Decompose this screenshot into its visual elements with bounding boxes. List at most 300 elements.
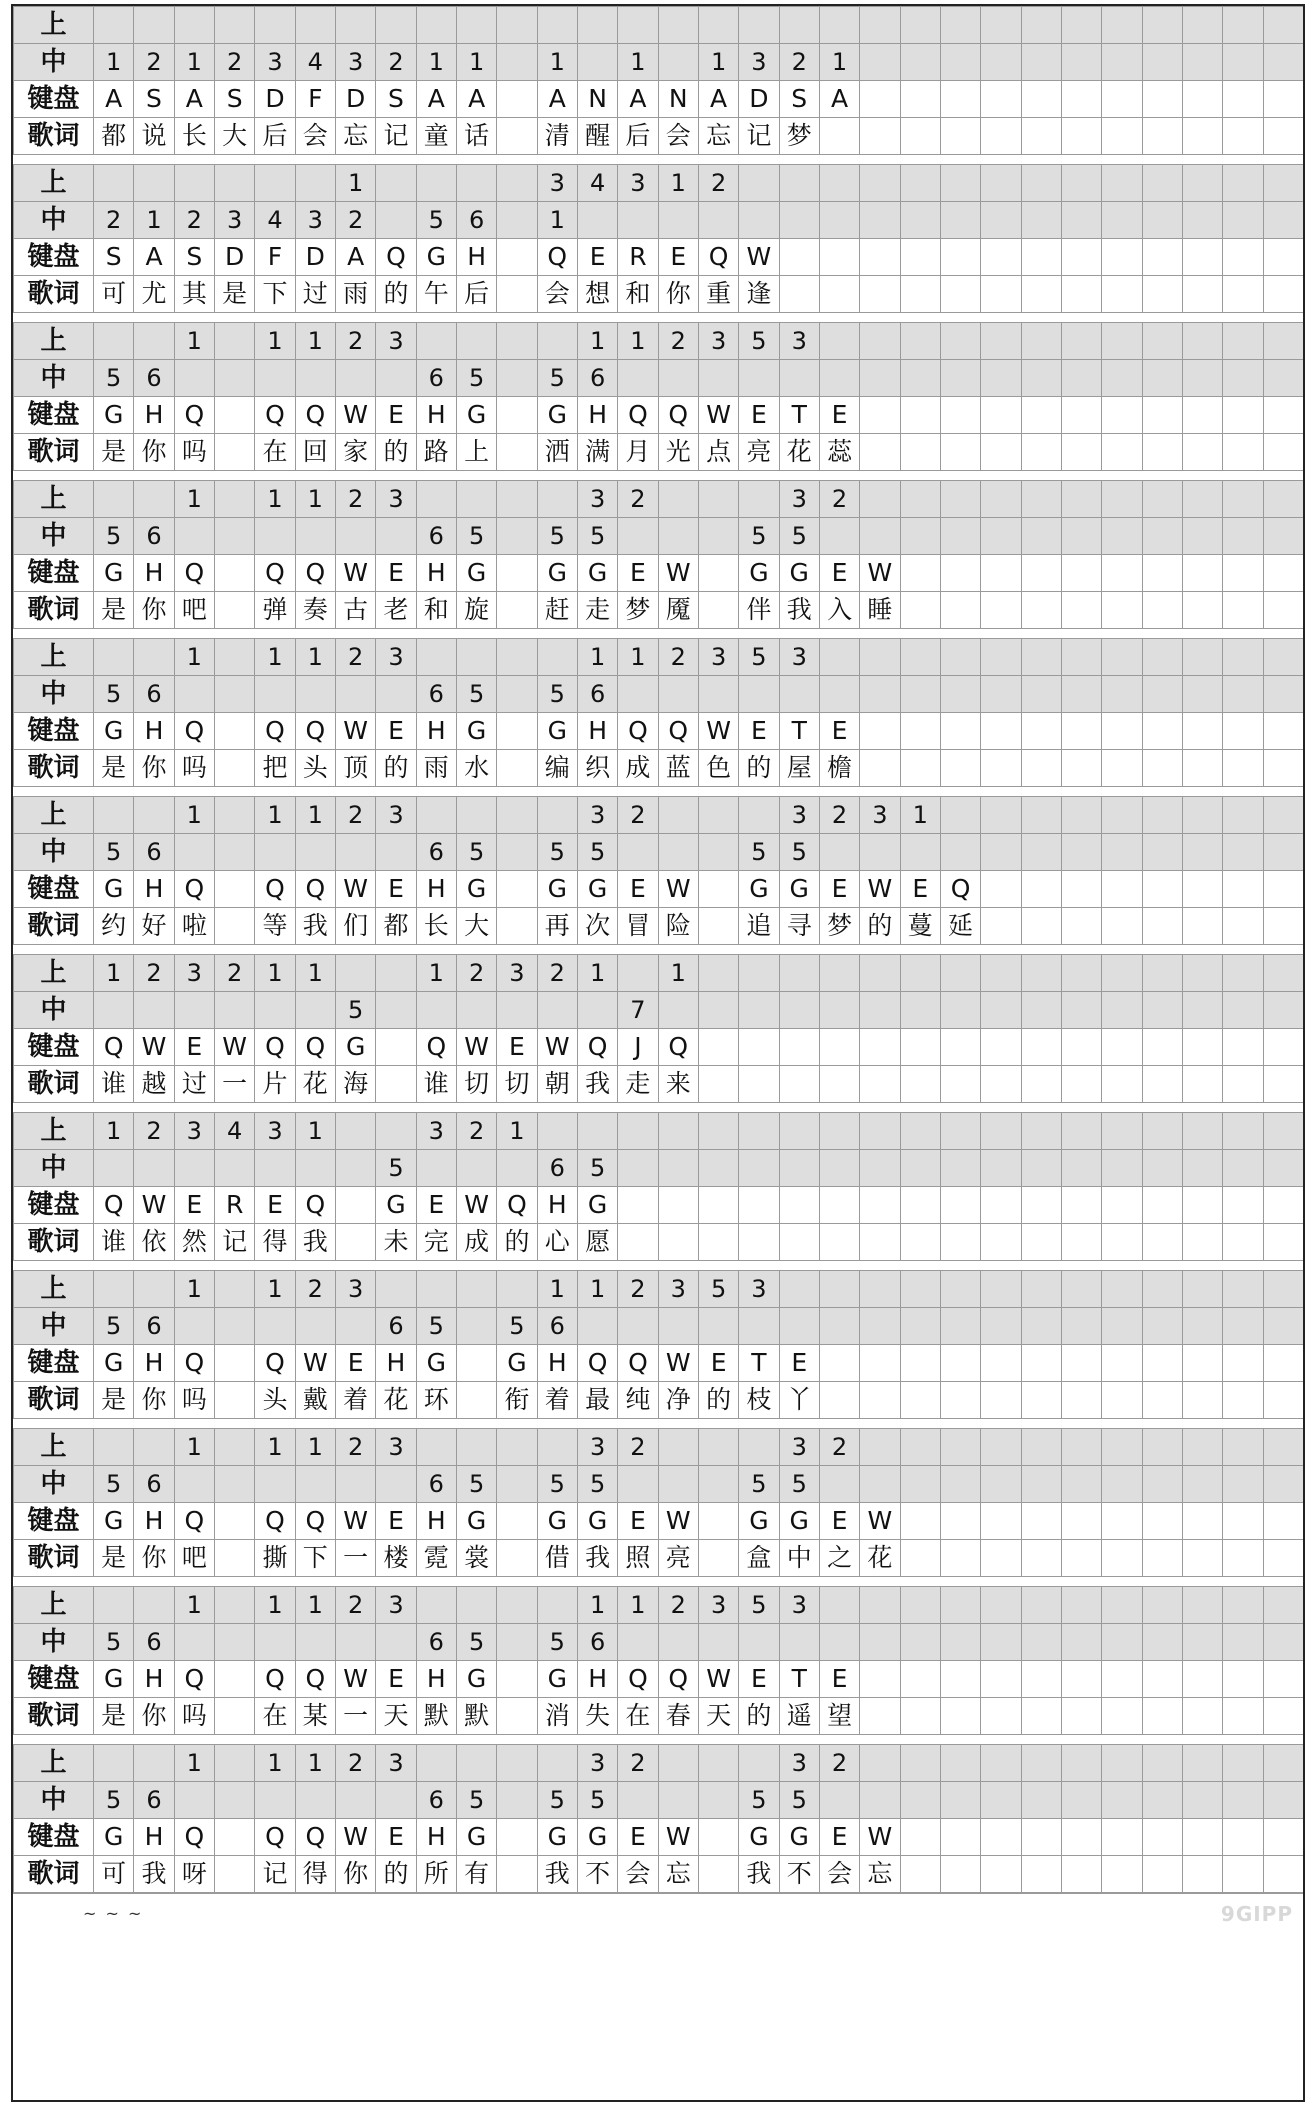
middle-cell	[1021, 1624, 1061, 1661]
lyrics-cell	[1061, 750, 1101, 787]
lyrics-cell: 会	[618, 1856, 658, 1893]
upper-cell	[497, 481, 537, 518]
keyboard-cell: T	[779, 713, 819, 750]
keyboard-cell	[497, 713, 537, 750]
lyrics-row	[14, 592, 1304, 629]
middle-cell: 2	[376, 44, 416, 81]
upper-cell	[860, 7, 900, 44]
keyboard-cell	[214, 713, 254, 750]
upper-cell	[1263, 323, 1303, 360]
middle-cell	[1182, 1782, 1222, 1819]
lyrics-cell: 盒	[739, 1540, 779, 1577]
keyboard-cell: H	[537, 1187, 577, 1224]
middle-cell	[1223, 202, 1263, 239]
keyboard-cell	[1061, 1345, 1101, 1382]
upper-cell: 2	[335, 797, 375, 834]
middle-cell: 5	[779, 834, 819, 871]
middle-cell	[618, 360, 658, 397]
keyboard-cell	[981, 1819, 1021, 1856]
lyrics-cell: 你	[134, 1382, 174, 1419]
middle-cell	[295, 1150, 335, 1187]
upper-cell	[255, 7, 295, 44]
upper-cell: 2	[658, 323, 698, 360]
middle-cell: 2	[174, 202, 214, 239]
middle-cell	[174, 1150, 214, 1187]
middle-cell	[1142, 834, 1182, 871]
lyrics-cell: 后	[456, 276, 496, 313]
upper-cell	[618, 955, 658, 992]
lyrics-cell	[940, 1382, 980, 1419]
middle-cell	[456, 1308, 496, 1345]
keyboard-cell: G	[739, 555, 779, 592]
keyboard-cell	[739, 1187, 779, 1224]
middle-cell	[981, 676, 1021, 713]
block-gap	[13, 1103, 1303, 1112]
upper-cell: 2	[335, 1429, 375, 1466]
upper-cell	[1263, 639, 1303, 676]
keyboard-cell	[698, 1187, 738, 1224]
lyrics-cell: 都	[376, 908, 416, 945]
upper-cell	[1102, 1745, 1142, 1782]
keyboard-row-label: 键盘	[14, 81, 94, 118]
keyboard-cell: D	[739, 81, 779, 118]
upper-row	[14, 323, 1304, 360]
middle-cell	[1102, 1308, 1142, 1345]
middle-cell	[860, 1150, 900, 1187]
keyboard-cell	[940, 1029, 980, 1066]
upper-cell	[1223, 955, 1263, 992]
keyboard-cell: G	[456, 1503, 496, 1540]
keyboard-cell: H	[416, 555, 456, 592]
lyrics-cell	[779, 276, 819, 313]
lyrics-cell: 弹	[255, 592, 295, 629]
lyrics-cell: 望	[819, 1698, 859, 1735]
keyboard-cell	[497, 239, 537, 276]
upper-cell	[1182, 323, 1222, 360]
middle-cell	[1182, 518, 1222, 555]
upper-cell: 2	[819, 797, 859, 834]
middle-cell	[1223, 44, 1263, 81]
upper-cell	[779, 1271, 819, 1308]
middle-cell	[739, 202, 779, 239]
middle-cell	[860, 834, 900, 871]
lyrics-cell: 天	[698, 1698, 738, 1735]
keyboard-cell: E	[618, 1503, 658, 1540]
middle-cell	[1102, 1782, 1142, 1819]
lyrics-cell	[940, 1856, 980, 1893]
keyboard-cell	[1102, 555, 1142, 592]
keyboard-cell: E	[618, 555, 658, 592]
block-gap	[13, 471, 1303, 480]
keyboard-cell	[456, 1345, 496, 1382]
middle-cell	[819, 1150, 859, 1187]
lyrics-cell	[1263, 908, 1303, 945]
keyboard-cell: G	[537, 1503, 577, 1540]
middle-cell	[739, 1624, 779, 1661]
lyrics-cell	[1061, 1382, 1101, 1419]
lyrics-cell: 寻	[779, 908, 819, 945]
keyboard-cell: G	[94, 1819, 134, 1856]
upper-row-label: 上	[14, 1745, 94, 1782]
middle-cell	[1021, 202, 1061, 239]
upper-cell: 1	[295, 955, 335, 992]
lyrics-cell: 下	[295, 1540, 335, 1577]
keyboard-cell	[1061, 1029, 1101, 1066]
upper-cell	[739, 481, 779, 518]
lyrics-cell: 蔓	[900, 908, 940, 945]
middle-cell	[214, 518, 254, 555]
upper-cell	[860, 1587, 900, 1624]
middle-cell	[779, 360, 819, 397]
keyboard-cell: R	[618, 239, 658, 276]
keyboard-cell: Q	[295, 871, 335, 908]
keyboard-cell: G	[335, 1029, 375, 1066]
lyrics-cell	[940, 1698, 980, 1735]
lyrics-cell: 海	[335, 1066, 375, 1103]
middle-cell	[1061, 1466, 1101, 1503]
keyboard-cell	[981, 1661, 1021, 1698]
lyrics-cell: 屋	[779, 750, 819, 787]
upper-cell	[456, 323, 496, 360]
lyrics-cell	[900, 1856, 940, 1893]
middle-cell	[174, 1466, 214, 1503]
lyrics-cell	[940, 118, 980, 155]
keyboard-cell	[1223, 713, 1263, 750]
keyboard-row-label: 键盘	[14, 1345, 94, 1382]
upper-cell: 3	[416, 1113, 456, 1150]
keyboard-cell	[1182, 1345, 1222, 1382]
upper-cell	[174, 165, 214, 202]
upper-cell	[819, 7, 859, 44]
lyrics-cell: 顶	[335, 750, 375, 787]
lyrics-cell: 和	[416, 592, 456, 629]
middle-cell: 5	[94, 1466, 134, 1503]
upper-cell: 3	[577, 481, 617, 518]
keyboard-cell: H	[416, 397, 456, 434]
keyboard-cell	[497, 555, 537, 592]
middle-cell: 1	[537, 44, 577, 81]
lyrics-cell	[1223, 1382, 1263, 1419]
keyboard-cell	[1263, 1345, 1303, 1382]
keyboard-cell: E	[376, 1661, 416, 1698]
keyboard-cell	[1263, 1029, 1303, 1066]
upper-cell	[1061, 1745, 1101, 1782]
keyboard-cell: H	[416, 1661, 456, 1698]
middle-cell	[1142, 44, 1182, 81]
upper-cell	[416, 1745, 456, 1782]
lyrics-cell	[1102, 118, 1142, 155]
middle-cell	[1102, 676, 1142, 713]
upper-cell: 1	[577, 955, 617, 992]
score-block	[13, 638, 1304, 787]
keyboard-cell: G	[537, 555, 577, 592]
keyboard-cell: E	[819, 1503, 859, 1540]
keyboard-cell: G	[577, 555, 617, 592]
keyboard-cell: W	[739, 239, 779, 276]
upper-cell: 3	[376, 639, 416, 676]
upper-cell	[779, 1113, 819, 1150]
score-block	[13, 322, 1304, 471]
upper-cell	[739, 1429, 779, 1466]
keyboard-cell	[981, 1029, 1021, 1066]
lyrics-cell	[1021, 592, 1061, 629]
keyboard-cell: Q	[255, 1661, 295, 1698]
middle-cell	[497, 360, 537, 397]
middle-cell	[214, 834, 254, 871]
middle-cell: 7	[618, 992, 658, 1029]
lyrics-cell: 魇	[658, 592, 698, 629]
keyboard-cell	[1061, 1819, 1101, 1856]
lyrics-cell: 会	[658, 118, 698, 155]
keyboard-cell: A	[819, 81, 859, 118]
lyrics-cell	[1263, 1066, 1303, 1103]
lyrics-cell: 在	[618, 1698, 658, 1735]
keyboard-cell	[860, 397, 900, 434]
lyrics-row-label: 歌词	[14, 1856, 94, 1893]
middle-cell: 5	[456, 1466, 496, 1503]
keyboard-cell	[1223, 555, 1263, 592]
lyrics-cell: 春	[658, 1698, 698, 1735]
middle-cell	[497, 992, 537, 1029]
keyboard-cell	[698, 1029, 738, 1066]
middle-cell	[779, 992, 819, 1029]
upper-cell	[1182, 639, 1222, 676]
middle-cell	[497, 1150, 537, 1187]
upper-cell	[900, 165, 940, 202]
lyrics-cell: 醒	[577, 118, 617, 155]
upper-cell	[416, 1271, 456, 1308]
middle-cell	[698, 1150, 738, 1187]
middle-cell	[1102, 1150, 1142, 1187]
lyrics-cell: 的	[698, 1382, 738, 1419]
keyboard-cell: G	[779, 555, 819, 592]
upper-cell: 2	[819, 481, 859, 518]
middle-cell: 5	[456, 360, 496, 397]
middle-cell	[1223, 1308, 1263, 1345]
lyrics-cell: 切	[497, 1066, 537, 1103]
lyrics-cell: 伴	[739, 592, 779, 629]
middle-cell	[618, 1466, 658, 1503]
lyrics-cell: 织	[577, 750, 617, 787]
lyrics-cell: 险	[658, 908, 698, 945]
keyboard-cell	[1263, 1661, 1303, 1698]
lyrics-cell: 戴	[295, 1382, 335, 1419]
keyboard-row	[14, 1819, 1304, 1856]
lyrics-cell: 老	[376, 592, 416, 629]
upper-cell	[94, 481, 134, 518]
upper-cell	[940, 955, 980, 992]
upper-cell: 2	[537, 955, 577, 992]
lyrics-cell	[497, 1698, 537, 1735]
keyboard-cell: H	[134, 1503, 174, 1540]
keyboard-cell	[1102, 1187, 1142, 1224]
lyrics-cell	[1102, 1540, 1142, 1577]
lyrics-cell	[940, 750, 980, 787]
keyboard-cell	[1142, 555, 1182, 592]
middle-cell	[1021, 360, 1061, 397]
middle-cell	[214, 1466, 254, 1503]
lyrics-cell: 记	[255, 1856, 295, 1893]
middle-cell	[860, 992, 900, 1029]
lyrics-cell	[1021, 908, 1061, 945]
keyboard-cell	[940, 1187, 980, 1224]
lyrics-cell	[1223, 1698, 1263, 1735]
keyboard-cell	[214, 1345, 254, 1382]
upper-cell	[1061, 955, 1101, 992]
middle-cell: 6	[577, 676, 617, 713]
upper-cell	[819, 323, 859, 360]
lyrics-row-label: 歌词	[14, 276, 94, 313]
middle-cell	[900, 1466, 940, 1503]
upper-cell	[940, 323, 980, 360]
lyrics-cell: 你	[134, 1540, 174, 1577]
lyrics-cell: 家	[335, 434, 375, 471]
keyboard-cell	[1142, 1819, 1182, 1856]
keyboard-cell: F	[255, 239, 295, 276]
lyrics-cell: 可	[94, 1856, 134, 1893]
upper-cell: 1	[577, 639, 617, 676]
lyrics-cell	[1223, 276, 1263, 313]
middle-cell: 2	[779, 44, 819, 81]
lyrics-cell	[1223, 592, 1263, 629]
upper-cell	[537, 1429, 577, 1466]
middle-cell	[1182, 202, 1222, 239]
lyrics-cell	[1223, 434, 1263, 471]
lyrics-cell: 好	[134, 908, 174, 945]
upper-cell: 1	[94, 1113, 134, 1150]
lyrics-cell: 撕	[255, 1540, 295, 1577]
middle-cell: 4	[295, 44, 335, 81]
keyboard-cell: W	[214, 1029, 254, 1066]
upper-cell	[940, 1745, 980, 1782]
upper-cell	[497, 1429, 537, 1466]
keyboard-cell: Q	[940, 871, 980, 908]
upper-cell	[1061, 481, 1101, 518]
keyboard-cell: Q	[658, 1661, 698, 1698]
keyboard-cell	[1021, 239, 1061, 276]
lyrics-cell	[497, 1856, 537, 1893]
lyrics-cell: 是	[94, 434, 134, 471]
upper-cell	[940, 1271, 980, 1308]
lyrics-cell	[1102, 1224, 1142, 1261]
lyrics-cell	[1142, 1540, 1182, 1577]
keyboard-cell	[497, 1503, 537, 1540]
lyrics-cell	[900, 1540, 940, 1577]
keyboard-cell: G	[537, 1661, 577, 1698]
keyboard-cell	[1263, 1187, 1303, 1224]
lyrics-cell	[900, 1224, 940, 1261]
keyboard-cell: Q	[255, 871, 295, 908]
keyboard-cell: W	[860, 1503, 900, 1540]
lyrics-row	[14, 276, 1304, 313]
keyboard-cell	[1182, 1503, 1222, 1540]
lyrics-cell	[1102, 276, 1142, 313]
lyrics-cell	[1021, 1382, 1061, 1419]
middle-cell	[1102, 834, 1142, 871]
keyboard-cell	[214, 1503, 254, 1540]
middle-row	[14, 1308, 1304, 1345]
keyboard-cell	[1102, 713, 1142, 750]
middle-cell	[981, 1782, 1021, 1819]
middle-cell	[1223, 1782, 1263, 1819]
lyrics-cell	[900, 592, 940, 629]
upper-cell: 1	[295, 1429, 335, 1466]
upper-cell	[1182, 1113, 1222, 1150]
upper-cell	[295, 165, 335, 202]
upper-cell: 2	[456, 955, 496, 992]
upper-cell	[698, 955, 738, 992]
lyrics-cell: 想	[577, 276, 617, 313]
keyboard-cell	[1142, 1661, 1182, 1698]
keyboard-cell: G	[94, 871, 134, 908]
lyrics-cell: 的	[739, 1698, 779, 1735]
keyboard-cell	[214, 1661, 254, 1698]
keyboard-cell	[1142, 1029, 1182, 1066]
keyboard-cell: E	[618, 871, 658, 908]
middle-cell	[900, 834, 940, 871]
upper-cell	[1021, 481, 1061, 518]
middle-cell: 5	[577, 518, 617, 555]
keyboard-cell	[1182, 871, 1222, 908]
lyrics-cell: 忘	[860, 1856, 900, 1893]
keyboard-row-label: 键盘	[14, 1503, 94, 1540]
upper-row	[14, 1745, 1304, 1782]
middle-cell	[1263, 1150, 1303, 1187]
upper-row	[14, 481, 1304, 518]
upper-cell	[1223, 481, 1263, 518]
lyrics-cell	[1182, 750, 1222, 787]
upper-cell	[1263, 481, 1303, 518]
upper-cell	[940, 1429, 980, 1466]
middle-cell	[739, 676, 779, 713]
middle-cell	[1061, 44, 1101, 81]
lyrics-cell	[981, 1224, 1021, 1261]
upper-cell	[1021, 1745, 1061, 1782]
middle-cell	[900, 1308, 940, 1345]
upper-cell	[1223, 1271, 1263, 1308]
middle-row	[14, 992, 1304, 1029]
upper-cell	[1142, 1429, 1182, 1466]
keyboard-cell: W	[698, 1661, 738, 1698]
lyrics-cell: 的	[376, 1856, 416, 1893]
keyboard-cell	[1021, 1029, 1061, 1066]
keyboard-row	[14, 1661, 1304, 1698]
upper-cell: 3	[376, 1587, 416, 1624]
keyboard-cell	[1021, 81, 1061, 118]
lyrics-cell: 吗	[174, 434, 214, 471]
lyrics-row-label: 歌词	[14, 1224, 94, 1261]
upper-cell	[497, 165, 537, 202]
keyboard-cell: G	[537, 1819, 577, 1856]
lyrics-cell: 光	[658, 434, 698, 471]
keyboard-cell: H	[416, 871, 456, 908]
upper-cell	[1182, 1587, 1222, 1624]
upper-cell	[94, 7, 134, 44]
keyboard-cell	[981, 1345, 1021, 1382]
keyboard-cell: E	[739, 1661, 779, 1698]
keyboard-cell: Q	[295, 1661, 335, 1698]
upper-cell	[1061, 165, 1101, 202]
lyrics-cell: 照	[618, 1540, 658, 1577]
lyrics-cell: 长	[174, 118, 214, 155]
upper-row	[14, 797, 1304, 834]
lyrics-cell: 会	[819, 1856, 859, 1893]
upper-cell	[1142, 7, 1182, 44]
keyboard-cell	[860, 713, 900, 750]
keyboard-cell: Q	[174, 1661, 214, 1698]
keyboard-cell	[860, 1661, 900, 1698]
keyboard-cell	[1263, 713, 1303, 750]
